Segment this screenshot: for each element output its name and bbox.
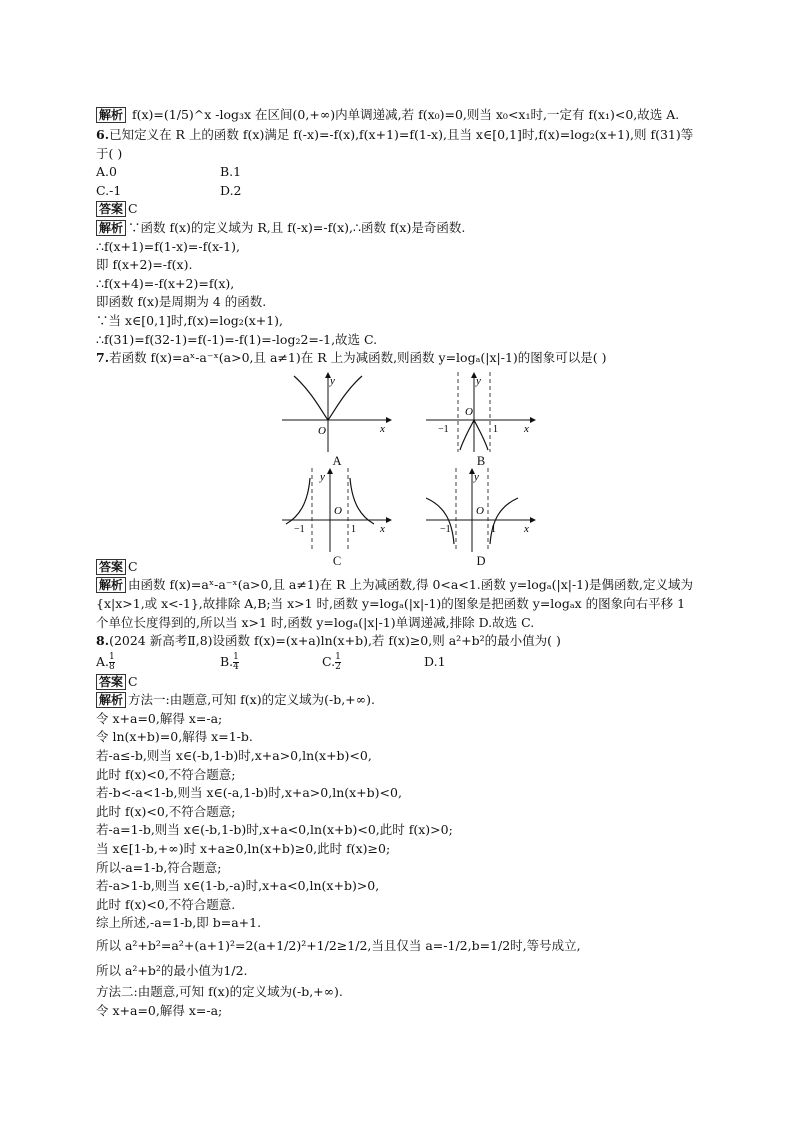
q7-number: 7.	[96, 350, 110, 366]
q8-analysis-line0	[96, 691, 700, 710]
q6-option-b: B.1	[220, 164, 242, 180]
q8-answer	[96, 673, 700, 692]
figure-a	[282, 372, 392, 471]
q8-option-b: B. $\frac{1}{4}$	[220, 651, 239, 672]
q7-analysis-text: 由函数 f(x)=aˣ-a⁻ˣ(a>0,且 a≠1)在 R 上为减函数,得 0<a<1.函数 y=logₐ(|x|-1)是偶函数,定义域为	[128, 577, 693, 593]
q6-analysis-line0	[96, 219, 700, 238]
x-axis-label: x	[524, 522, 529, 535]
graph-d-plot	[426, 468, 536, 552]
q8-option-a: A. $\frac{1}{8}$	[96, 651, 115, 672]
origin-label: O	[334, 504, 342, 517]
origin-label: O	[318, 424, 326, 437]
q8-analysis-line: 若-a=1-b,则当 x∈(-b,1-b)时,x+a<0,ln(x+b)<0,此时 f(x)>0;	[96, 822, 453, 838]
q8-analysis-line: 若-b<-a<1-b,则当 x∈(-a,1-b)时,x+a>0,ln(x+b)<0,	[96, 785, 402, 801]
q6-number: 6.	[96, 127, 110, 142]
q8-analysis-text: 方法一:由题意,可知 f(x)的定义域为(-b,+∞).	[128, 692, 375, 708]
q7-stem	[96, 349, 700, 368]
q7-analysis-line0	[96, 576, 700, 595]
q7-stem-text: 若函数 f(x)=aˣ-a⁻ˣ(a>0,且 a≠1)在 R 上为减函数,则函数 y=logₐ(|x|-1)的图象可以是( )	[109, 350, 607, 366]
q8-analysis-line: 若-a>1-b,则当 x∈(1-b,-a)时,x+a<0,ln(x+b)>0,	[96, 878, 380, 894]
q6-analysis-line: ∵当 x∈[0,1]时,f(x)=log₂(x+1),	[96, 312, 284, 328]
x-axis-label: x	[380, 522, 385, 535]
origin-label: O	[476, 504, 484, 517]
answer-tag: 答案	[96, 201, 126, 217]
q8-method2-line: 令 x+a=0,解得 x=-a;	[96, 1002, 223, 1018]
analysis-tag: 解析	[96, 577, 126, 593]
q6-stem-line2: 于( )	[96, 145, 123, 161]
q8-analysis-line: 此时 f(x)<0,不符合题意.	[96, 896, 236, 912]
q8-analysis-line: 令 ln(x+b)=0,解得 x=1-b.	[96, 729, 253, 745]
q8-options	[96, 651, 700, 673]
top-analysis-text: f(x)=(1/5)^x -log₃x 在区间(0,+∞)内单调递减,若 f(x₀)=0,则当 x₀<x₁时,一定有 f(x₁)<0,故选 A.	[132, 107, 680, 122]
x-axis-label: x	[380, 422, 385, 435]
top-analysis	[96, 104, 700, 126]
q7-analysis-line: 个单位长度得到的,所以当 x>1 时,函数 y=logₐ(|x|-1)单调递减,排除 D.故选 C.	[96, 614, 535, 630]
q6-analysis-line: ∴f(31)=f(32-1)=f(-1)=-f(1)=-log₂2=-1,故选 C.	[96, 331, 378, 347]
q8-analysis-line: 令 x+a=0,解得 x=-a;	[96, 710, 223, 726]
q8-method2-line: 方法二:由题意,可知 f(x)的定义域为(-b,+∞).	[96, 984, 343, 999]
q8-stem-text: (2024 新高考Ⅱ,8)设函数 f(x)=(x+a)ln(x+b),若 f(x)≥0,则 a²+b²的最小值为( )	[109, 633, 561, 649]
origin-label: O	[465, 405, 473, 418]
figure-c-label: C	[332, 553, 342, 568]
y-axis-label: y	[320, 470, 325, 483]
q7-answer-value: C	[128, 558, 138, 574]
q8-analysis-line: 当 x∈[1-b,+∞)时 x+a≥0,ln(x+b)≥0,此时 f(x)≥0;	[96, 841, 391, 857]
analysis-tag: 解析	[96, 220, 126, 236]
pos-one-label: 1	[351, 523, 356, 535]
q6-option-d: D.2	[220, 182, 242, 198]
q8-formula: 所以 a²+b²=a²+(a+1)²=2(a+1/2)²+1/2≥1/2,当且仅当 a=-1/2,b=1/2时,等号成立,	[96, 938, 581, 953]
analysis-tag: 解析	[96, 692, 126, 708]
q6-analysis-line: ∴f(x+4)=-f(x+2)=f(x),	[96, 275, 235, 291]
pos-one-label: 1	[493, 423, 498, 435]
q8-option-c: C. $\frac{1}{2}$	[322, 651, 341, 672]
figure-c	[282, 468, 392, 571]
q7-analysis-line: {x|x>1,或 x<-1},故排除 A,B;当 x>1 时,函数 y=logₐ(|x|-1)的图象是把函数 y=logₐx 的图象向右平移 1	[96, 595, 686, 611]
q8-conclusion: 所以 a²+b²的最小值为1/2.	[96, 963, 248, 978]
q6-option-c: C.-1	[96, 182, 122, 198]
q8-number: 8.	[96, 633, 110, 649]
figure-d	[426, 468, 536, 571]
neg-one-label: −1	[438, 423, 449, 435]
q8-option-d: D.1	[424, 653, 446, 669]
pos-one-label: 1	[491, 523, 496, 535]
document-page	[96, 92, 700, 1020]
q8-analysis-line: 此时 f(x)<0,不符合题意;	[96, 803, 236, 819]
neg-one-label: −1	[440, 523, 451, 535]
graph-c-plot	[282, 468, 392, 552]
answer-tag: 答案	[96, 559, 126, 575]
x-axis-label: x	[524, 422, 529, 435]
q6-option-a: A.0	[96, 164, 117, 180]
q6-analysis-line: ∴f(x+1)=f(1-x)=-f(x-1),	[96, 238, 240, 254]
q8-answer-value: C	[128, 673, 138, 689]
graph-b-plot	[426, 372, 536, 452]
q7-answer	[96, 558, 700, 577]
y-axis-label: y	[330, 374, 335, 387]
q6-analysis-line: 即函数 f(x)是周期为 4 的函数.	[96, 294, 267, 310]
q6-options-row2	[96, 182, 700, 201]
answer-tag: 答案	[96, 674, 126, 690]
figure-b-label: B	[476, 453, 486, 468]
analysis-tag: 解析	[96, 107, 126, 123]
graph-a-plot	[282, 372, 392, 452]
figure-b	[426, 372, 536, 471]
q6-stem-text1: 已知定义在 R 上的函数 f(x)满足 f(-x)=-f(x),f(x+1)=f(1-x),且当 x∈[0,1]时,f(x)=log₂(x+1),则 f(31)等	[109, 127, 694, 142]
q6-analysis-line: 即 f(x+2)=-f(x).	[96, 257, 193, 273]
y-axis-label: y	[476, 374, 481, 387]
q8-analysis-line: 综上所述,-a=1-b,即 b=a+1.	[96, 915, 262, 931]
figure-d-label: D	[476, 553, 486, 568]
q6-options-row1	[96, 163, 700, 182]
y-axis-label: y	[474, 470, 479, 483]
q6-answer-value: C	[128, 201, 138, 217]
neg-one-label: −1	[294, 523, 305, 535]
q6-stem-line1	[96, 126, 700, 145]
q8-stem	[96, 632, 700, 651]
q6-answer	[96, 200, 700, 219]
q8-analysis-line: 所以-a=1-b,符合题意;	[96, 859, 222, 875]
q6-analysis-text: ∵函数 f(x)的定义域为 R,且 f(-x)=-f(x),∴函数 f(x)是奇函数.	[128, 219, 466, 235]
figure-a-label: A	[332, 453, 342, 468]
q8-analysis-line: 此时 f(x)<0,不符合题意;	[96, 766, 236, 782]
q8-analysis-line: 若-a≤-b,则当 x∈(-b,1-b)时,x+a>0,ln(x+b)<0,	[96, 748, 372, 764]
